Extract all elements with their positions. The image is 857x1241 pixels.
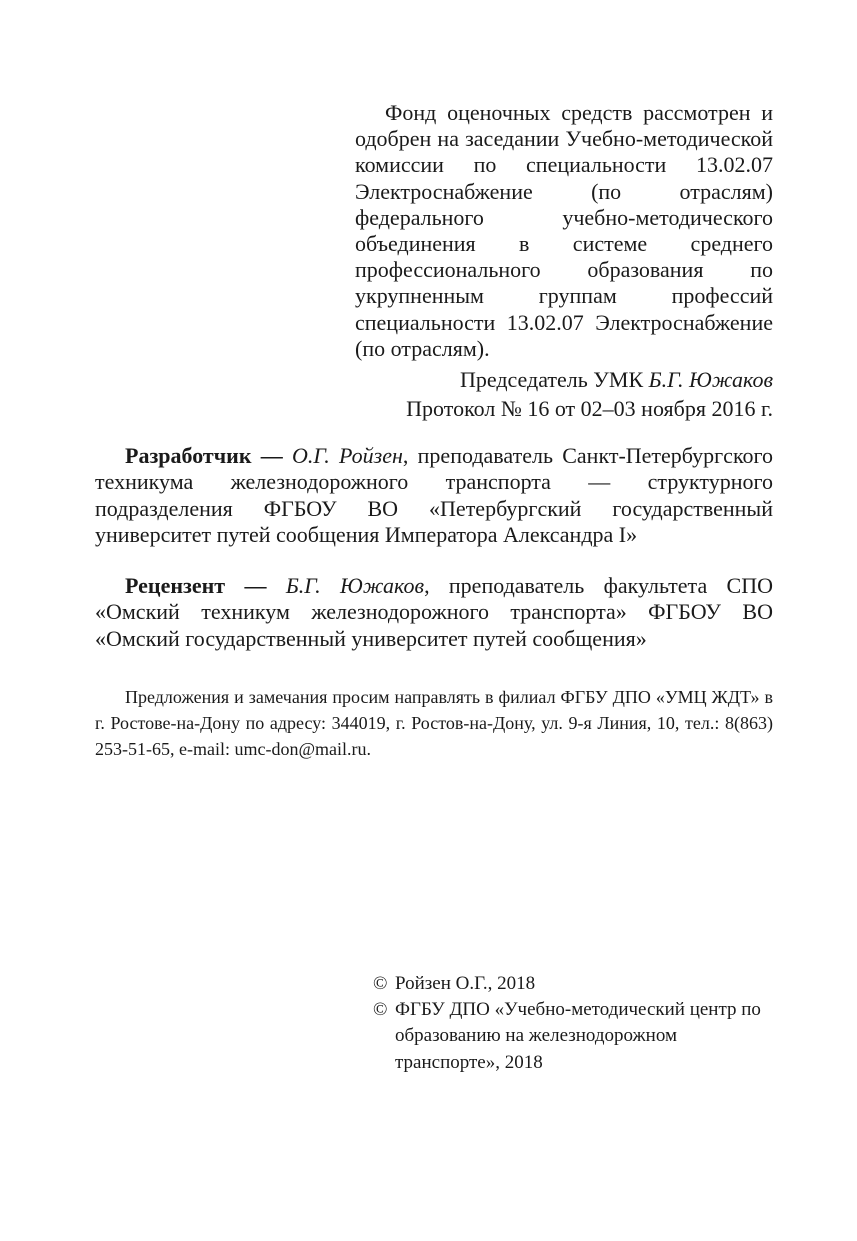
chairman-block xyxy=(300,365,773,423)
developer-description: , преподаватель Санкт-Петербургского техникума железнодорожного транспорта — структурного подразделения ФГБОУ ВО «Петербургский государственный университет путей сообщения Императора Александра I» xyxy=(95,443,773,548)
developer-paragraph xyxy=(95,443,773,549)
developer-name: О.Г. Ройзен xyxy=(292,443,403,468)
chairman-label: Председатель УМК xyxy=(459,367,644,392)
copyright-publisher-line xyxy=(373,997,773,1076)
copyright-block xyxy=(373,971,773,1076)
approval-statement: Фонд оценочных средств рассмотрен и одобрен на заседании Учебно-методической комиссии по специальности 13.02.07 Электроснабжение (по отраслям) федерального учебно-методического объединения в системе среднего профессионального образования по укрупненным группам профессий специальности 13.02.07 Электроснабжение (по отраслям). xyxy=(355,100,773,361)
chairman-line xyxy=(300,365,773,394)
developer-role: Разработчик — xyxy=(125,443,283,468)
reviewer-name: Б.Г. Южаков xyxy=(285,573,425,598)
reviewer-description: , преподаватель факультета СПО «Омский техникум железнодорожного транспорта» ФГБОУ ВО «Омский государственный университет путей сообщения» xyxy=(95,573,774,651)
copyright-author: Ройзен О.Г., 2018 xyxy=(395,973,536,994)
suggestions-contact-note: Предложения и замечания просим направлять в филиал ФГБУ ДПО «УМЦ ЖДТ» в г. Ростове-на-Дону по адресу: 344019, г. Ростов-на-Дону, ул. 9-я Линия, 10, тел.: 8(863) 253-51-65, e-mail: umc-don@mail.ru. xyxy=(95,687,773,759)
chairman-name: Б.Г. Южаков xyxy=(648,367,773,392)
copyright-author-line xyxy=(373,971,773,997)
protocol-line: Протокол № 16 от 02–03 ноября 2016 г. xyxy=(406,396,773,421)
copyright-symbol: © xyxy=(373,973,388,994)
reviewer-role: Рецензент — xyxy=(125,573,267,598)
copyright-symbol: © xyxy=(373,999,388,1021)
copyright-publisher: ФГБУ ДПО «Учебно-методический центр по образованию на железнодорожном транспорте», 2018 xyxy=(395,999,761,1073)
reviewer-paragraph xyxy=(95,573,773,652)
